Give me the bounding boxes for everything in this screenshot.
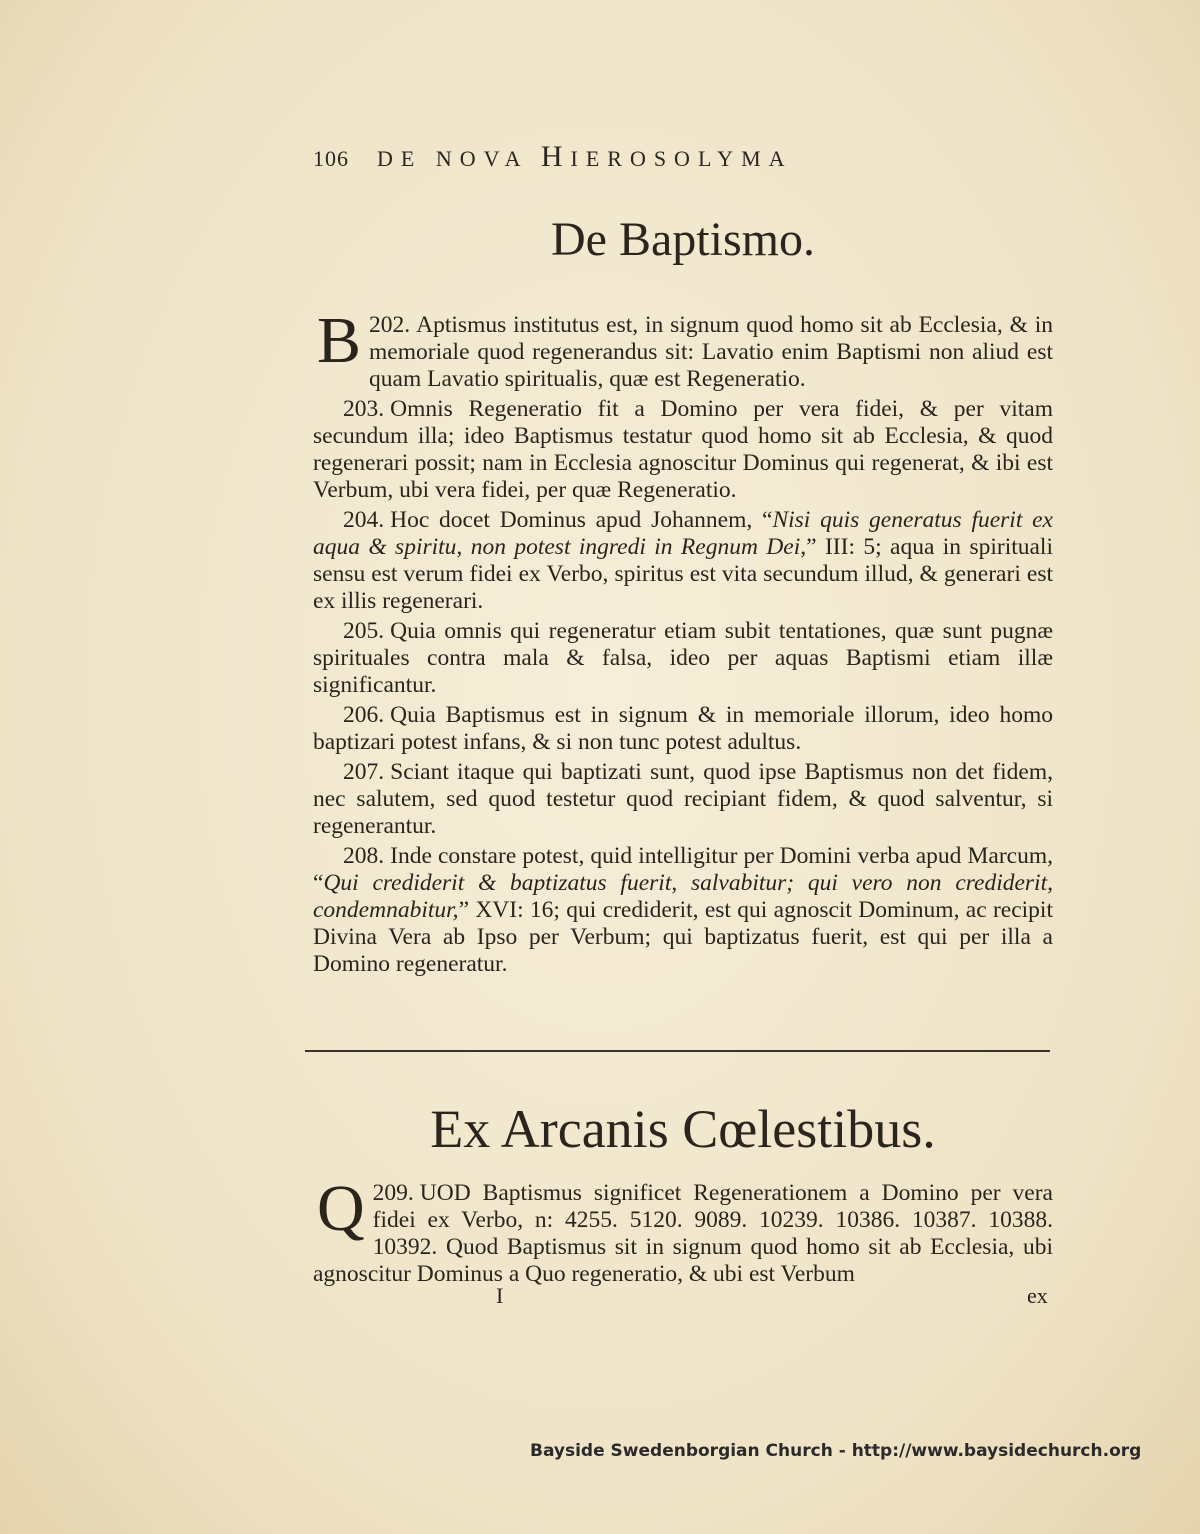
paragraph-number: 206. xyxy=(343,702,385,728)
paragraph-number: 205. xyxy=(343,618,385,644)
paragraph-204 xyxy=(313,507,1053,615)
paragraph-206 xyxy=(313,702,1053,756)
paragraph-209 xyxy=(313,1172,1053,1288)
paragraph-202 xyxy=(313,304,1053,393)
paragraph-number: 204. xyxy=(343,507,385,533)
source-credit: Bayside Swedenborgian Church - http://www.baysidechurch.org xyxy=(530,1441,1142,1461)
running-title-cap: H xyxy=(540,140,571,173)
scripture-quote: Qui crediderit & baptizatus fuerit, salvabitur; qui vero non crediderit, condemnabitur, xyxy=(313,870,1053,923)
paragraph-208 xyxy=(313,843,1053,978)
running-title-post: IEROSOLYMA xyxy=(570,146,793,171)
running-header xyxy=(313,140,1053,174)
paragraph-207 xyxy=(313,759,1053,840)
paragraph-text: Sciant itaque qui baptizati sunt, quod ipse Baptismus non det fidem, nec salutem, sed quod testetur quod recipiant fidem, & quod salventur, si regenerantur. xyxy=(313,759,1053,839)
paragraph-text: Quia Baptismus est in signum & in memoriale illorum, ideo homo baptizari potest infans, & si non tunc potest adultus. xyxy=(313,702,1053,755)
paragraph-number: 203. xyxy=(343,396,385,422)
paragraph-203 xyxy=(313,396,1053,504)
signature-mark: I xyxy=(496,1283,504,1308)
drop-cap: Q xyxy=(317,1172,365,1245)
paragraph-number: 209. xyxy=(372,1180,414,1206)
paragraph-text: Omnis Regeneratio fit a Domino per vera fidei, & per vitam secundum illa; ideo Baptismus testatur quod homo sit ab Ecclesia, & quod regenerari possit; nam in Ecclesia agnoscitur Dominus qui regenerat, & ibi est Verbum, ubi vera fidei, per quæ Regeneratio. xyxy=(313,396,1053,503)
paragraph-text-before: Hoc docet Dominus apud Johannem, “ xyxy=(390,507,773,533)
paragraph-text: UOD Baptismus significet Regenerationem a Domino per vera fidei ex Verbo, n: 4255. 5120. 9089. 10239. 10386. 10387. 10388. 10392. Quod Baptismus sit in signum quod homo sit ab Ecclesia, ubi agnoscitur Dominus a Quo regeneratio, & ubi est Verbum xyxy=(313,1180,1053,1287)
paragraph-text-after: ” III: 5; aqua in spirituali sensu est verum fidei ex Verbo, spiritus est vita secundum illud, & generari est ex illis regenerari. xyxy=(313,534,1053,614)
running-title-pre: DE NOVA xyxy=(377,146,541,171)
paragraph-number: 202. xyxy=(369,312,411,338)
section-title-baptismo: De Baptismo. xyxy=(551,213,815,266)
paragraph-number: 207. xyxy=(343,759,385,785)
catchword: ex xyxy=(1027,1283,1048,1308)
drop-cap: B xyxy=(317,304,362,377)
scripture-quote: Nisi quis generatus fuerit ex aqua & spiritu, non potest ingredi in Regnum Dei, xyxy=(313,507,1053,560)
section-body-arcanis xyxy=(313,1172,1053,1291)
paragraph-text: Quia omnis qui regeneratur etiam subit tentationes, quæ sunt pugnæ spirituales contra mala & falsa, ideo per aquas Baptismi etiam illæ significantur. xyxy=(313,618,1053,698)
paragraph-205 xyxy=(313,618,1053,699)
section-title-arcanis: Ex Arcanis Cœlestibus. xyxy=(430,1099,936,1159)
section-body-baptismo xyxy=(313,304,1053,981)
page-number: 106 xyxy=(313,146,349,171)
paragraph-number: 208. xyxy=(343,843,385,869)
paragraph-text: Aptismus institutus est, in signum quod homo sit ab Ecclesia, & in memoriale quod regenerandus sit: Lavatio enim Baptismi non aliud est quam Lavatio spiritualis, quæ est Regeneratio. xyxy=(369,312,1053,392)
section-divider xyxy=(305,1050,1050,1052)
paragraph-text-before: Inde constare potest, quid intelligitur per Domini verba apud Marcum, “ xyxy=(313,843,1053,896)
paragraph-text-after: ” XVI: 16; qui crediderit, est qui agnoscit Dominum, ac recipit Divina Vera ab Ipso per Verbum; qui baptizatus fuerit, est qui per illa a Domino regeneratur. xyxy=(313,897,1053,977)
